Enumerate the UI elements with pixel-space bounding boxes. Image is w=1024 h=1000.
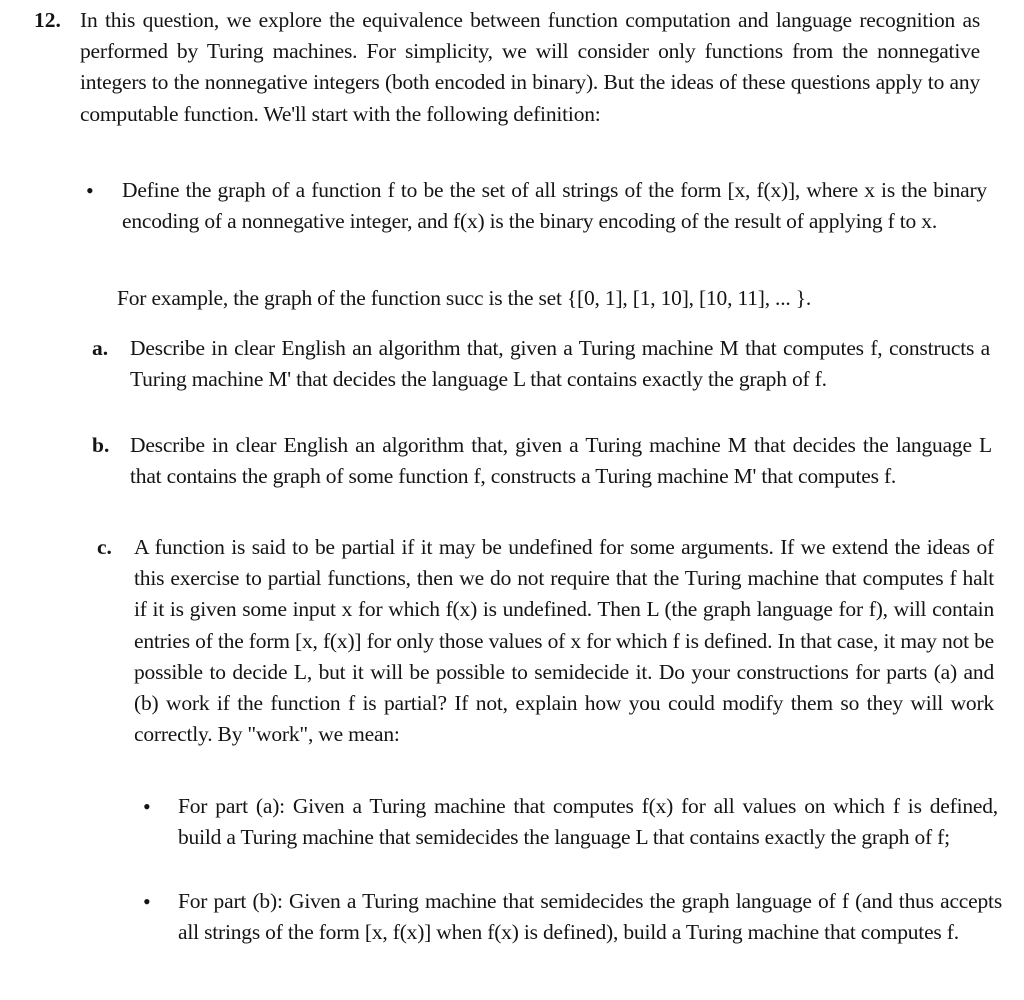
definition-bullet: •: [86, 178, 94, 203]
part-c-bullet-2: For part (b): Given a Turing machine that semidecides the graph language of f (and thus accepts all strings of the form [x, f(x)] when f(x) is defined), build a Turing machine that computes f.: [178, 889, 1002, 945]
question-intro: In this question, we explore the equivalence between function computation and language recognition as performed by Turing machines. For simplicity, we will consider only functions from the nonnegative integers to the nonnegative integers (both encoded in binary). But the ideas of these questions apply to any computable function. We'll start with the following definition:: [80, 8, 980, 126]
part-c-bullet-1-symbol: •: [143, 794, 151, 819]
part-c-label: c.: [97, 535, 112, 559]
part-c-bullet-2-symbol: •: [143, 889, 151, 914]
part-a-text: Describe in clear English an algorithm that, given a Turing machine M that computes f, constructs a Turing machine M' that decides the language L that contains exactly the graph of f.: [130, 336, 990, 392]
part-b-text: Describe in clear English an algorithm that, given a Turing machine M that decides the language L that contains the graph of some function f, constructs a Turing machine M' that computes f.: [130, 433, 992, 489]
example-text: For example, the graph of the function succ is the set {[0, 1], [1, 10], [10, 11], ... }.: [117, 286, 812, 310]
definition-text: Define the graph of a function f to be the set of all strings of the form [x, f(x)], where x is the binary encoding of a nonnegative integer, and f(x) is the binary encoding of the result of applying f to x.: [122, 178, 987, 234]
question-number: 12.: [34, 8, 61, 32]
part-c-bullet-1: For part (a): Given a Turing machine that computes f(x) for all values on which f is defined, build a Turing machine that semidecides the language L that contains exactly the graph of f;: [178, 794, 998, 850]
part-a-label: a.: [92, 336, 109, 360]
part-b-label: b.: [92, 433, 110, 457]
part-c-text: A function is said to be partial if it may be undefined for some arguments. If we extend the ideas of this exercise to partial functions, then we do not require that the Turing machine that computes f halt if it is given some input x for which f(x) is undefined. Then L (the graph language for f), will contain entries of the form [x, f(x)] for only those values of x for which f is defined. In that case, it may not be possible to decide L, but it will be possible to semidecide it. Do your constructions for parts (a) and (b) work if the function f is partial? If not, explain how you could modify them so they will work correctly. By "work", we mean:: [134, 535, 994, 747]
